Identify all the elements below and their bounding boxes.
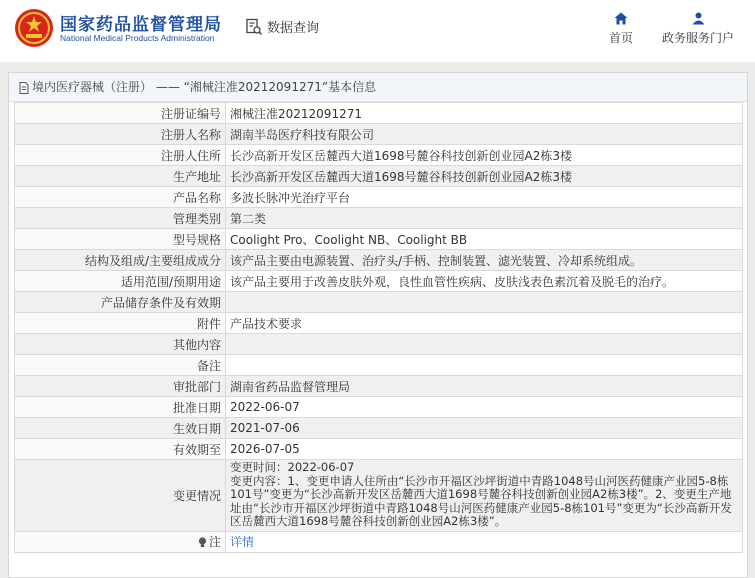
home-icon xyxy=(614,12,628,25)
field-label: 结构及组成/主要组成成分 xyxy=(15,250,226,271)
nav-home-label: 首页 xyxy=(608,31,633,45)
table-row xyxy=(15,397,743,418)
change-history-row xyxy=(15,460,743,532)
data-query-link[interactable] xyxy=(245,17,319,36)
nav-gov-service-label: 政务服务门户 xyxy=(661,31,734,45)
field-label: 生效日期 xyxy=(15,418,226,439)
site-header xyxy=(0,0,755,60)
field-label: 管理类别 xyxy=(15,208,226,229)
note-row xyxy=(15,531,743,552)
field-label: 生产地址 xyxy=(15,166,226,187)
field-value: 2026-07-05 xyxy=(226,439,743,460)
field-label: 有效期至 xyxy=(15,439,226,460)
field-label: 附件 xyxy=(15,313,226,334)
field-label: 其他内容 xyxy=(15,334,226,355)
table-row xyxy=(15,313,743,334)
note-label xyxy=(15,531,226,552)
breadcrumb-category[interactable]: 境内医疗器械（注册） xyxy=(32,80,153,94)
table-row xyxy=(15,166,743,187)
field-value: 产品技术要求 xyxy=(226,313,743,334)
field-value: 该产品主要由电源装置、治疗头/手柄、控制装置、滤光装置、冷却系统组成。 xyxy=(226,250,743,271)
registration-info-table xyxy=(14,102,743,553)
field-label: 批准日期 xyxy=(15,397,226,418)
table-row xyxy=(15,334,743,355)
user-icon xyxy=(692,12,705,25)
table-row xyxy=(15,208,743,229)
table-row xyxy=(15,418,743,439)
breadcrumb-separator: —— xyxy=(152,80,184,94)
field-value: 第二类 xyxy=(226,208,743,229)
change-content: 变更内容：1、变更申请人住所由“长沙市开福区沙坪街道中青路1048号山河医药健康产业园5-8栋101号”变更为“长沙高新开发区岳麓西大道1698号麓谷科技创新创业园A2栋3楼”。2、变更生产地址由“长沙市开福区沙坪街道中青路1048号山河医药健康产业园5-8栋101号”变更为“长沙高新开发区岳麓西大道1698号麓谷科技创新创业园A2栋3楼”。 xyxy=(230,473,732,528)
table-row xyxy=(15,292,743,313)
field-value xyxy=(226,355,743,376)
field-value: 2021-07-06 xyxy=(226,418,743,439)
field-value: 湖南省药品监督管理局 xyxy=(226,376,743,397)
detail-panel xyxy=(8,72,748,578)
note-label-text: 注 xyxy=(208,535,221,549)
field-label: 备注 xyxy=(15,355,226,376)
nav-home[interactable] xyxy=(603,12,639,46)
breadcrumb-title: “湘械注准20212091271”基本信息 xyxy=(183,80,377,94)
field-value xyxy=(226,292,743,313)
table-row xyxy=(15,103,743,124)
field-value: 湘械注准20212091271 xyxy=(226,103,743,124)
brand-name-en[interactable]: National Medical Products Administration xyxy=(60,33,215,43)
field-label: 型号规格 xyxy=(15,229,226,250)
field-value: 该产品主要用于改善皮肤外观，良性血管性疾病、皮肤浅表色素沉着及脱毛的治疗。 xyxy=(226,271,743,292)
table-row xyxy=(15,229,743,250)
details-link[interactable]: 详情 xyxy=(230,535,255,549)
national-emblem-logo[interactable] xyxy=(14,8,54,48)
field-label: 适用范围/预期用途 xyxy=(15,271,226,292)
breadcrumb xyxy=(9,73,747,102)
data-query-label: 数据查询 xyxy=(267,21,320,36)
document-search-icon xyxy=(245,18,263,36)
table-row xyxy=(15,355,743,376)
note-value xyxy=(226,531,743,552)
nav-gov-service[interactable] xyxy=(656,12,740,46)
table-row xyxy=(15,124,743,145)
field-label: 变更情况 xyxy=(15,460,226,532)
brand-name-cn[interactable]: 国家药品监督管理局 xyxy=(60,15,222,35)
table-row xyxy=(15,187,743,208)
table-row xyxy=(15,271,743,292)
field-value: 长沙高新开发区岳麓西大道1698号麓谷科技创新创业园A2栋3楼 xyxy=(226,145,743,166)
table-row xyxy=(15,439,743,460)
lightbulb-icon xyxy=(198,537,207,548)
field-value xyxy=(226,334,743,355)
field-label: 审批部门 xyxy=(15,376,226,397)
field-label: 注册人名称 xyxy=(15,124,226,145)
field-value: Coolight Pro、Coolight NB、Coolight BB xyxy=(226,229,743,250)
change-time: 变更时间：2022-06-07 xyxy=(230,460,355,474)
field-value: 多波长脉冲光治疗平台 xyxy=(226,187,743,208)
document-icon xyxy=(19,82,29,94)
table-row xyxy=(15,376,743,397)
field-value: 湖南半岛医疗科技有限公司 xyxy=(226,124,743,145)
field-label: 产品名称 xyxy=(15,187,226,208)
change-history-value xyxy=(226,460,743,532)
field-value: 长沙高新开发区岳麓西大道1698号麓谷科技创新创业园A2栋3楼 xyxy=(226,166,743,187)
table-row xyxy=(15,250,743,271)
field-label: 注册人住所 xyxy=(15,145,226,166)
field-value: 2022-06-07 xyxy=(226,397,743,418)
table-row xyxy=(15,145,743,166)
field-label: 注册证编号 xyxy=(15,103,226,124)
field-label: 产品储存条件及有效期 xyxy=(15,292,226,313)
